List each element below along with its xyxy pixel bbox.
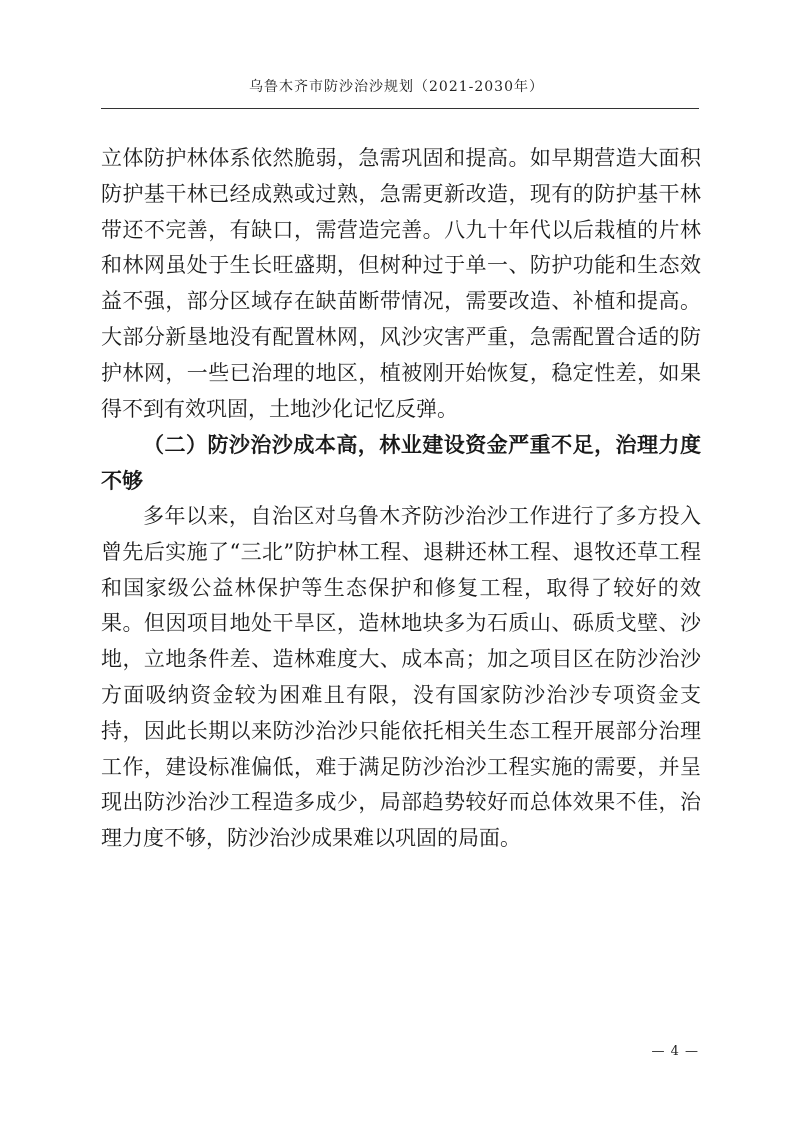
- page-number: — 4 —: [651, 1044, 699, 1059]
- body-paragraph-1: 立体防护林体系依然脆弱，急需巩固和提高。如早期营造大面积防护基干林已经成熟或过熟，急需更新改造，现有的防护基干林带还不完善，有缺口，需营造完善。八九十年代以后栽植的片林和林网虽处于生长旺盛期，但树种过于单一、防护功能和生态效益不强，部分区域存在缺苗断带情况，需要改造、补植和提高。大部分新垦地没有配置林网，风沙灾害严重，急需配置合适的防护林网，一些已治理的地区，植被刚开始恢复，稳定性差，如果得不到有效巩固，土地沙化记忆反弹。: [101, 146, 701, 421]
- header-divider: [101, 108, 699, 109]
- section-heading-2: （二）防沙治沙成本高，林业建设资金严重不足，治理力度不够: [101, 432, 701, 494]
- running-header-title: 乌鲁木齐市防沙治沙规划（2021-2030年）: [249, 79, 544, 95]
- document-body: [101, 141, 701, 857]
- body-paragraph-2: 多年以来，自治区对乌鲁木齐防沙治沙工作进行了多方投入曾先后实施了“三北”防护林工程、退耕还林工程、退牧还草工程和国家级公益林保护等生态保护和修复工程，取得了较好的效果。但因项目地处干旱区，造林地块多为石质山、砾质戈壁、沙地，立地条件差、造林难度大、成本高；加之项目区在防沙治沙方面吸纳资金较为困难且有限，没有国家防沙治沙专项资金支持，因此长期以来防沙治沙只能依托相关生态工程开展部分治理工作，建设标准偏低，难于满足防沙治沙工程实施的需要，并呈现出防沙治沙工程造多成少，局部趋势较好而总体效果不佳，治理力度不够，防沙治沙成果难以巩固的局面。: [101, 503, 701, 851]
